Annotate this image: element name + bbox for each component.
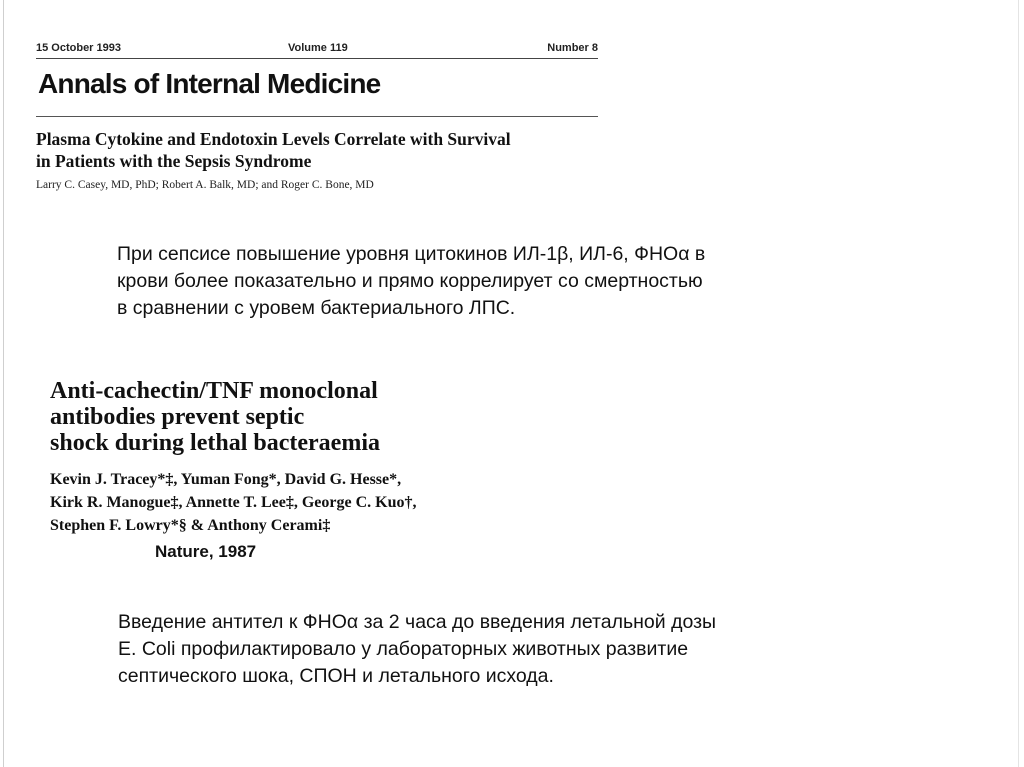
paragraph-line: крови более показательно и прямо коррелирует со смертностью xyxy=(117,270,703,292)
nature-title-line: antibodies prevent septic xyxy=(50,404,305,430)
nature-author-line: Stephen F. Lowry*§ & Anthony Cerami‡ xyxy=(50,517,331,534)
paragraph-line: E. Coli профилактировало у лабораторных животных развитие xyxy=(118,638,689,660)
issue-volume: Volume 119 xyxy=(288,42,348,54)
nature-article-title xyxy=(50,378,510,456)
article-title xyxy=(36,128,598,172)
nature-author-line: Kevin J. Tracey*‡, Yuman Fong*, David G. Hesse*, xyxy=(50,471,402,488)
paragraph-line: в сравнении с уровем бактериального ЛПС. xyxy=(117,297,516,319)
issue-date: 15 October 1993 xyxy=(36,42,121,54)
paragraph-line: Введение антител к ФНОα за 2 часа до введения летальной дозы xyxy=(118,611,717,633)
nature-citation: Nature, 1987 xyxy=(155,542,257,561)
paragraph-line: При сепсисе повышение уровня цитокинов ИЛ-1β, ИЛ-6, ФНОα в xyxy=(117,243,706,265)
nature-author-line: Kirk R. Manogue‡, Annette T. Lee‡, George C. Kuo†, xyxy=(50,494,417,511)
nature-clipping xyxy=(50,378,510,543)
title-rule xyxy=(36,116,598,117)
masthead-rule xyxy=(36,58,598,59)
slide-right-border xyxy=(1018,0,1019,767)
journal-title: Annals of Internal Medicine xyxy=(38,68,381,99)
nature-title-line: Anti-cachectin/TNF monoclonal xyxy=(50,378,378,404)
journal-clipping xyxy=(36,38,598,198)
journal-masthead xyxy=(36,42,598,58)
issue-number: Number 8 xyxy=(547,42,598,54)
paragraph-line: септического шока, СПОН и летального исхода. xyxy=(118,665,554,687)
nature-article-authors xyxy=(50,468,510,537)
nature-title-line: shock during lethal bacteraemia xyxy=(50,430,380,456)
article-title-line: Plasma Cytokine and Endotoxin Levels Correlate with Survival xyxy=(36,129,511,149)
summary-paragraph-2 xyxy=(118,609,858,690)
article-title-line: in Patients with the Sepsis Syndrome xyxy=(36,151,312,171)
article-authors: Larry C. Casey, MD, PhD; Robert A. Balk, MD; and Roger C. Bone, MD xyxy=(36,179,374,191)
summary-paragraph-1 xyxy=(117,241,837,322)
slide-left-border xyxy=(3,0,4,767)
